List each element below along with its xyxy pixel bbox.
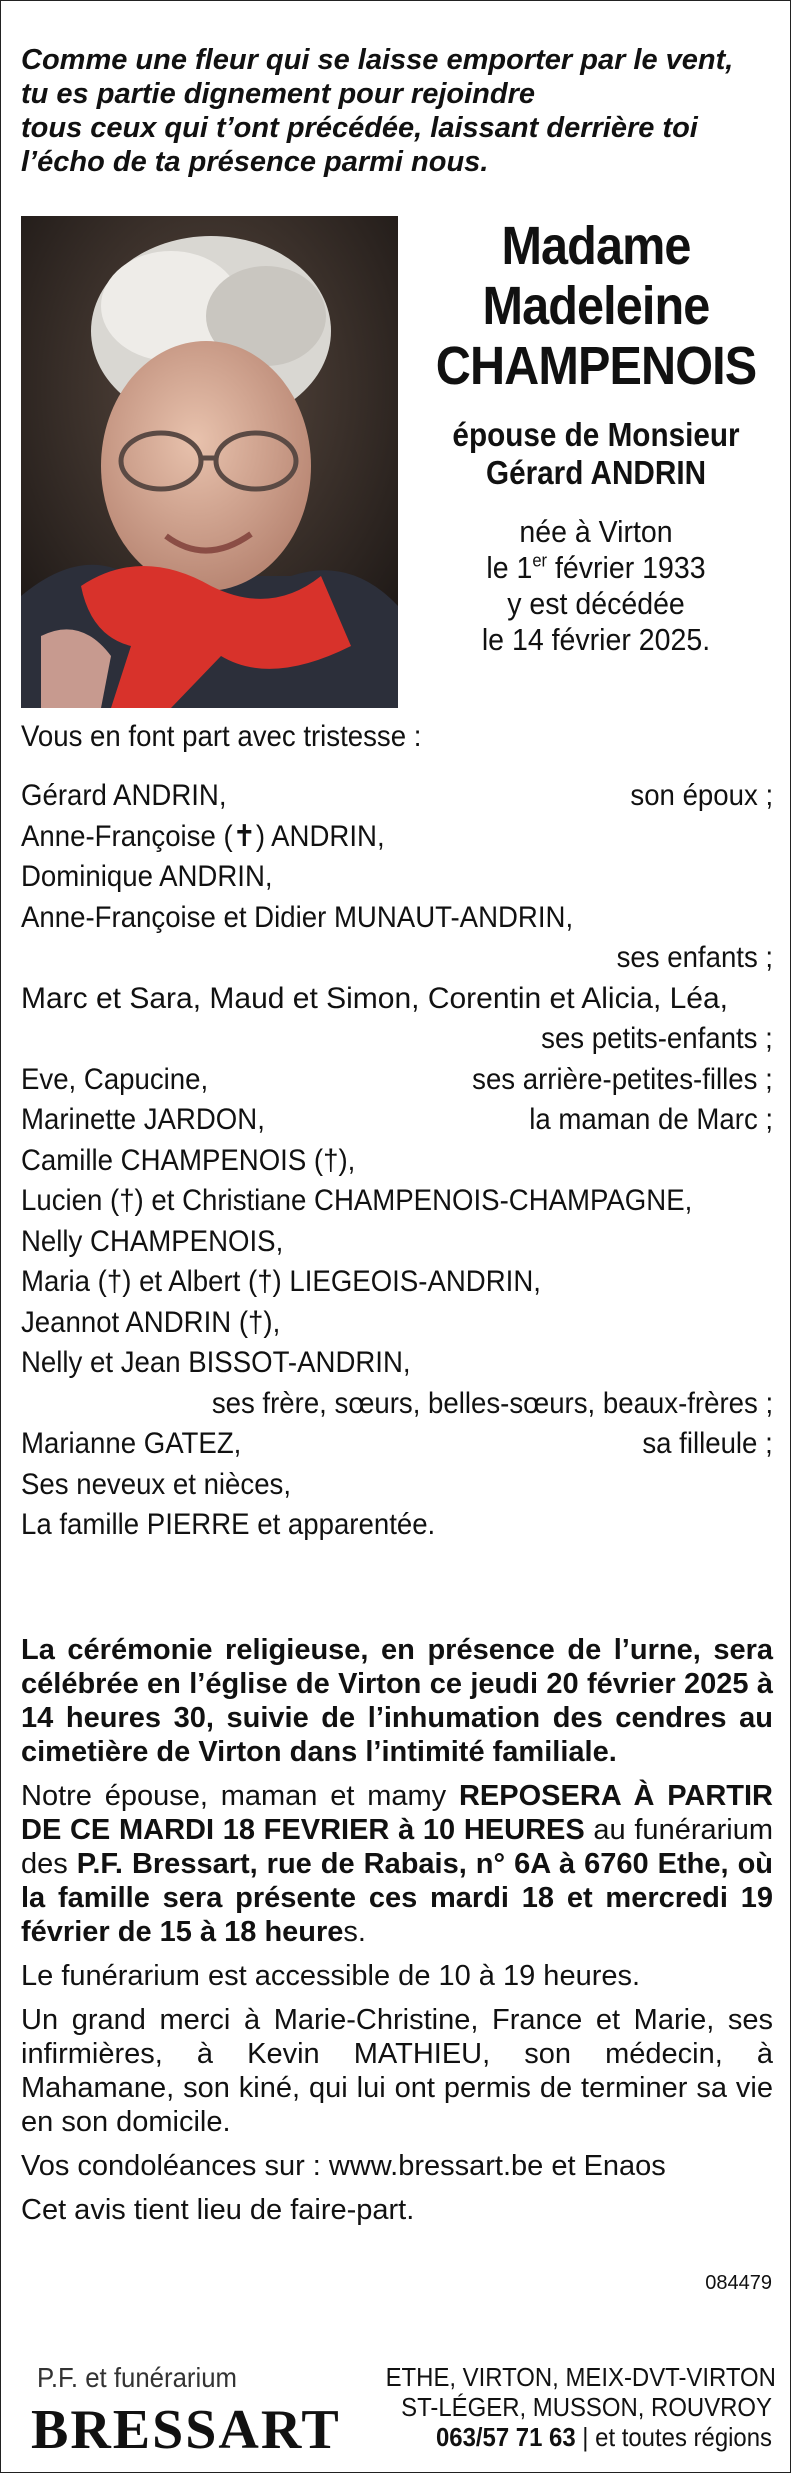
funeral-home-locations — [352, 2362, 776, 2452]
deceased-identity — [411, 216, 781, 658]
poem — [21, 43, 761, 179]
family-name: Marianne GATEZ, — [21, 1427, 242, 1460]
viewing-paragraph: Notre épouse, maman et mamy REPOSERA À PARTIR DE CE MARDI 18 FEVRIER à 10 HEURES au funérarium des P.F. Bressart, rue de Rabais, n° 6A à 6760 Ethe, où la famille sera présente ces mardi 18 et mercredi 19 février de 15 à 18 heures. — [21, 1780, 773, 1948]
born-place: née à Virton — [519, 514, 673, 549]
spouse-name: Gérard ANDRIN — [485, 454, 707, 491]
ceremony-info — [21, 1633, 773, 2237]
family-list — [21, 776, 773, 1546]
deceased-first-name: Madeleine — [482, 276, 710, 336]
family-name: Jeannot ANDRIN (†), — [21, 1305, 281, 1339]
family-row — [21, 898, 773, 939]
family-row — [21, 857, 773, 898]
family-name: Eve, Capucine, — [21, 1062, 209, 1096]
family-name: Nelly et Jean BISSOT-ANDRIN, — [21, 1346, 411, 1379]
died-date: le 14 février 2025. — [481, 622, 711, 657]
family-row — [21, 1424, 773, 1465]
family-row — [21, 1181, 773, 1222]
died-place: y est décédée — [507, 586, 685, 621]
family-relation: sa filleule ; — [642, 1427, 773, 1460]
portrait-photo — [21, 216, 398, 708]
family-relation-row — [21, 1384, 773, 1425]
family-row — [21, 1303, 773, 1344]
locations-line: ETHE, VIRTON, MEIX-DVT-VIRTON — [385, 2362, 776, 2392]
family-row — [21, 1060, 773, 1101]
family-row — [21, 1465, 773, 1506]
family-name: Marinette JARDON, — [21, 1103, 265, 1136]
family-row — [21, 817, 773, 858]
family-row — [21, 1343, 773, 1384]
phone-number: 063/57 71 63 — [435, 2422, 576, 2452]
intro-line: Vous en font part avec tristesse : — [21, 720, 422, 753]
funeral-home-subtitle: P.F. et funérarium — [37, 2362, 237, 2393]
family-name: Ses neveux et nièces, — [21, 1467, 292, 1501]
poem-line: tous ceux qui t’ont précédée, laissant derrière toi — [21, 112, 698, 144]
family-name: Anne-Françoise (✝) ANDRIN, — [21, 819, 385, 853]
family-relation: ses arrière-petites-filles ; — [472, 1062, 773, 1096]
access-paragraph: Le funérarium est accessible de 10 à 19 heures. — [21, 1960, 641, 1992]
deceased-last-name: CHAMPENOIS — [435, 336, 757, 396]
spouse-info — [430, 416, 763, 492]
family-name: Nelly CHAMPENOIS, — [21, 1224, 284, 1258]
contact-line — [386, 2422, 772, 2452]
thanks-paragraph: Un grand merci à Marie-Christine, France et Marie, ses infirmières, à Kevin MATHIEU, son médecin, à Mahamane, son kiné, qui lui ont permis de terminer sa vie en son domicile. — [21, 2004, 773, 2138]
family-name: Maria (†) et Albert (†) LIEGEOIS-ANDRIN, — [21, 1265, 541, 1298]
family-row — [21, 776, 773, 817]
poem-line: Comme une fleur qui se laisse emporter par le vent, — [21, 44, 734, 76]
poem-line: tu es partie dignement pour rejoindre — [21, 78, 536, 110]
funeral-home-footer — [1, 2354, 790, 2472]
family-row — [21, 1262, 773, 1303]
spouse-line: épouse de Monsieur — [452, 416, 740, 453]
reference-number: 084479 — [705, 2272, 772, 2294]
regions-text: | et toutes régions — [575, 2422, 772, 2452]
family-relation-row — [21, 938, 773, 979]
family-relation: ses enfants ; — [616, 941, 773, 974]
family-row — [21, 1141, 773, 1182]
poem-line: l’écho de ta présence parmi nous. — [21, 146, 489, 178]
family-row — [21, 1505, 773, 1546]
family-relation: ses frère, sœurs, belles-sœurs, beaux-frères ; — [211, 1386, 773, 1420]
family-name: Gérard ANDRIN, — [21, 779, 227, 812]
ceremony-paragraph: La cérémonie religieuse, en présence de l’urne, sera célébrée en l’église de Virton ce jeudi 20 février 2025 à 14 heures 30, suivie de l’inhumation des cendres au cimetière de Virton dans l’intimité familiale. — [21, 1634, 773, 1768]
deceased-title: Madame — [501, 216, 691, 276]
family-relation: ses petits-enfants ; — [541, 1022, 773, 1055]
family-relation: la maman de Marc ; — [529, 1103, 773, 1136]
family-name: Anne-Françoise et Didier MUNAUT-ANDRIN, — [21, 900, 574, 934]
family-row — [21, 1222, 773, 1263]
notice-paragraph: Cet avis tient lieu de faire-part. — [21, 2194, 415, 2226]
condolences-paragraph: Vos condoléances sur : www.bressart.be et Enaos — [21, 2150, 666, 2182]
birth-death-info — [426, 514, 766, 658]
family-name: Lucien (†) et Christiane CHAMPENOIS-CHAMPAGNE, — [21, 1184, 693, 1217]
family-relation: son époux ; — [630, 779, 773, 812]
family-row: Marc et Sara, Maud et Simon, Corentin et Alicia, Léa, — [21, 981, 729, 1015]
born-date: le 1er février 1933 — [486, 550, 706, 585]
locations-line: ST-LÉGER, MUSSON, ROUVROY — [401, 2392, 772, 2422]
family-name: Dominique ANDRIN, — [21, 860, 273, 893]
family-name: La famille PIERRE et apparentée. — [21, 1508, 436, 1541]
family-row — [21, 1100, 773, 1141]
family-relation-row — [21, 1019, 773, 1060]
funeral-home-logo: BRESSART — [31, 2399, 341, 2461]
family-name: Camille CHAMPENOIS (†), — [21, 1143, 356, 1177]
